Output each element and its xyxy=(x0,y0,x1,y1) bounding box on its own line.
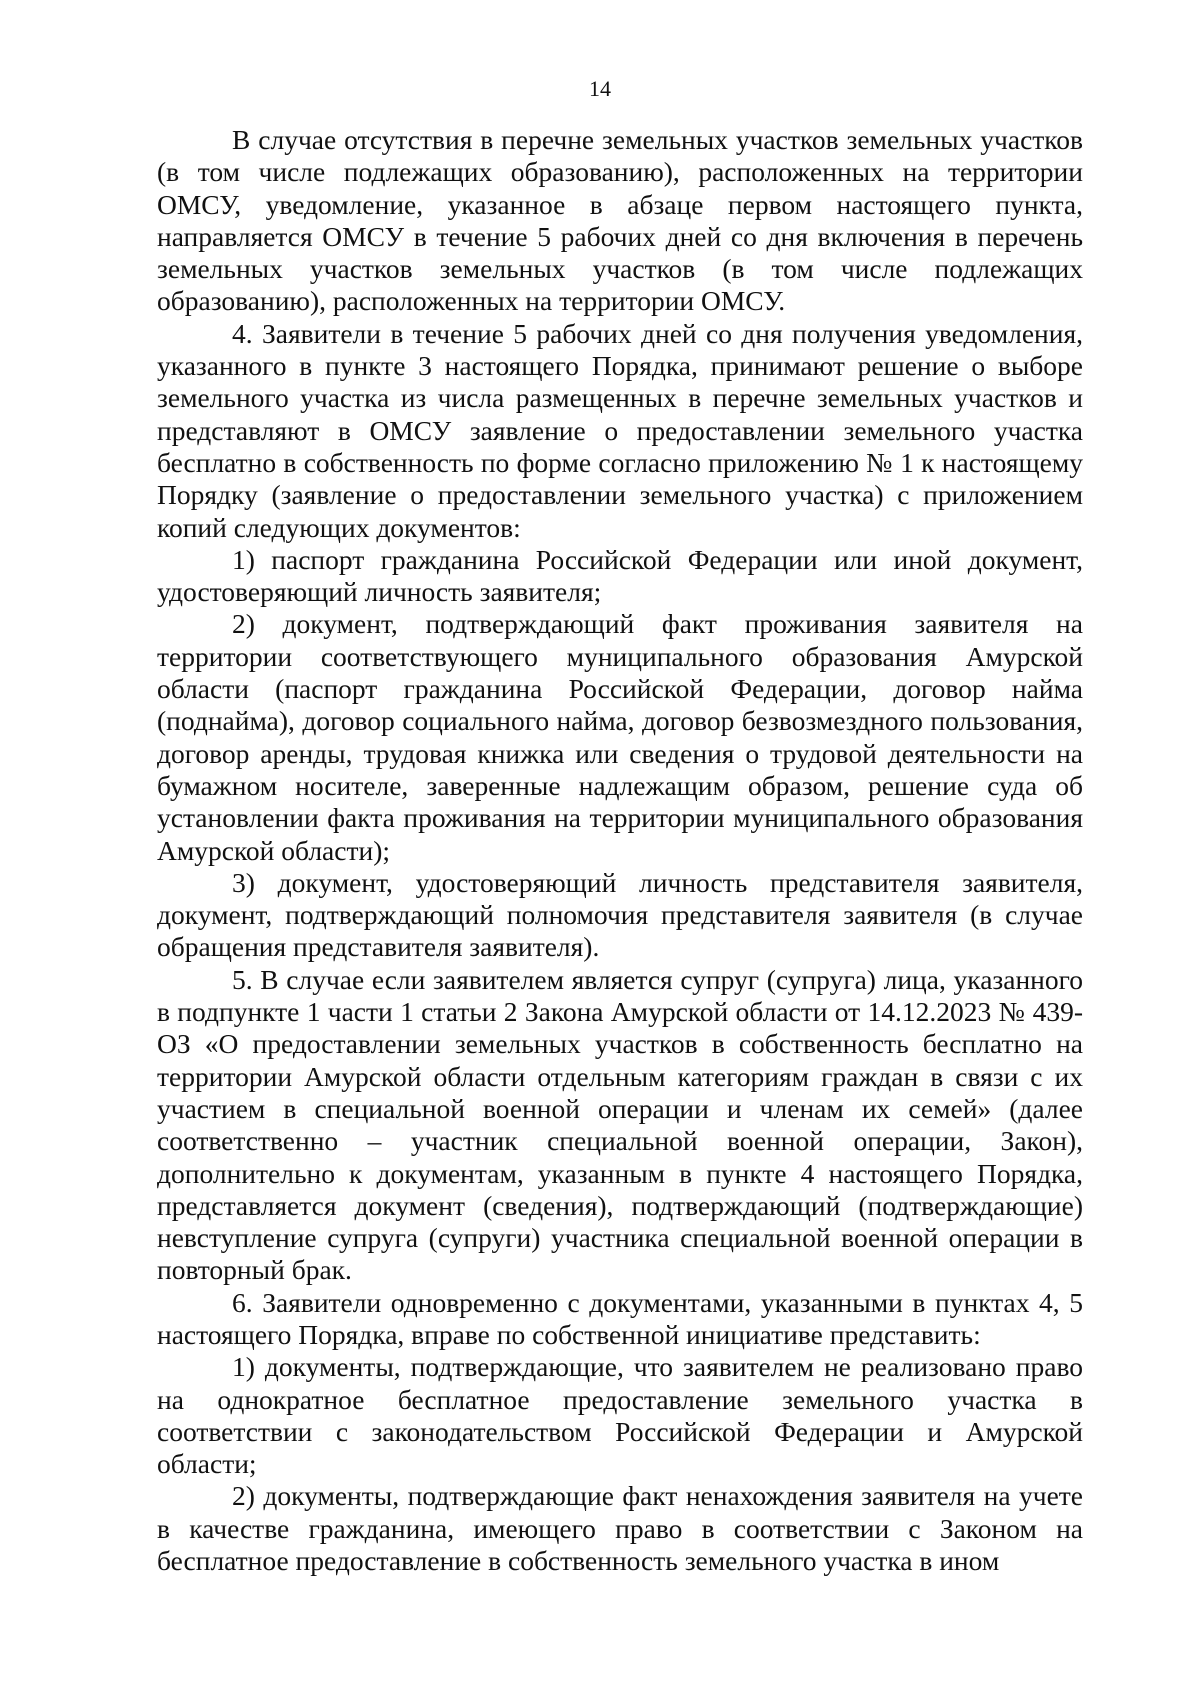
paragraph-item-6: 6. Заявители одновременно с документами, указанными в пунктах 4, 5 настоящего Порядка, вправе по собственной инициативе представить: xyxy=(157,1286,1083,1350)
paragraph-item-4-subitem-2: 2) документ, подтверждающий факт проживания заявителя на территории соответствующего муниципального образования Амурской области (паспорт гражданина Российской Федерации, договор найма (поднайма), договор социального найма, договор безвозмездного пользования, договор аренды, трудовая книжка или сведения о трудовой деятельности на бумажном носителе, заверенные надлежащим образом, решение суда об установлении факта проживания на территории муниципального образования Амурской области); xyxy=(157,608,1083,866)
page-number: 14 xyxy=(589,76,611,101)
paragraph-item-5: 5. В случае если заявителем является супруг (супруга) лица, указанного в подпункте 1 части 1 статьи 2 Закона Амурской области от 14.12.2023 № 439-ОЗ «О предоставлении земельных участков в собственность бесплатно на территории Амурской области отдельным категориям граждан в связи с их участием в специальной военной операции и членам их семей» (далее соответственно – участник специальной военной операции, Закон), дополнительно к документам, указанным в пункте 4 настоящего Порядка, представляется документ (сведения), подтверждающий (подтверждающие) невступление супруга (супруги) участника специальной военной операции в повторный брак. xyxy=(157,963,1083,1286)
document-body xyxy=(157,124,1083,1577)
paragraph-item-4: 4. Заявители в течение 5 рабочих дней со дня получения уведомления, указанного в пункте 3 настоящего Порядка, принимают решение о выборе земельного участка из числа размещенных в перечне земельных участков и представляют в ОМСУ заявление о предоставлении земельного участка бесплатно в собственность по форме согласно приложению № 1 к настоящему Порядку (заявление о предоставлении земельного участка) с приложением копий следующих документов: xyxy=(157,317,1083,543)
paragraph-item-4-subitem-1: 1) паспорт гражданина Российской Федерации или иной документ, удостоверяющий личность заявителя; xyxy=(157,543,1083,608)
paragraph-item-6-subitem-1: 1) документы, подтверждающие, что заявителем не реализовано право на однократное бесплатное предоставление земельного участка в соответствии с законодательством Российской Федерации и Амурской области; xyxy=(157,1351,1083,1480)
paragraph-notification-absence: В случае отсутствия в перечне земельных участков земельных участков (в том числе подлежащих образованию), расположенных на территории ОМСУ, уведомление, указанное в абзаце первом настоящего пункта, направляется ОМСУ в течение 5 рабочих дней со дня включения в перечень земельных участков земельных участков (в том числе подлежащих образованию), расположенных на территории ОМСУ. xyxy=(157,124,1083,317)
paragraph-item-6-subitem-2: 2) документы, подтверждающие факт ненахождения заявителя на учете в качестве гражданина, имеющего право в соответствии с Законом на бесплатное предоставление в собственность земельного участка в ином xyxy=(157,1480,1083,1577)
paragraph-item-4-subitem-3: 3) документ, удостоверяющий личность представителя заявителя, документ, подтверждающий полномочия представителя заявителя (в случае обращения представителя заявителя). xyxy=(157,866,1083,963)
